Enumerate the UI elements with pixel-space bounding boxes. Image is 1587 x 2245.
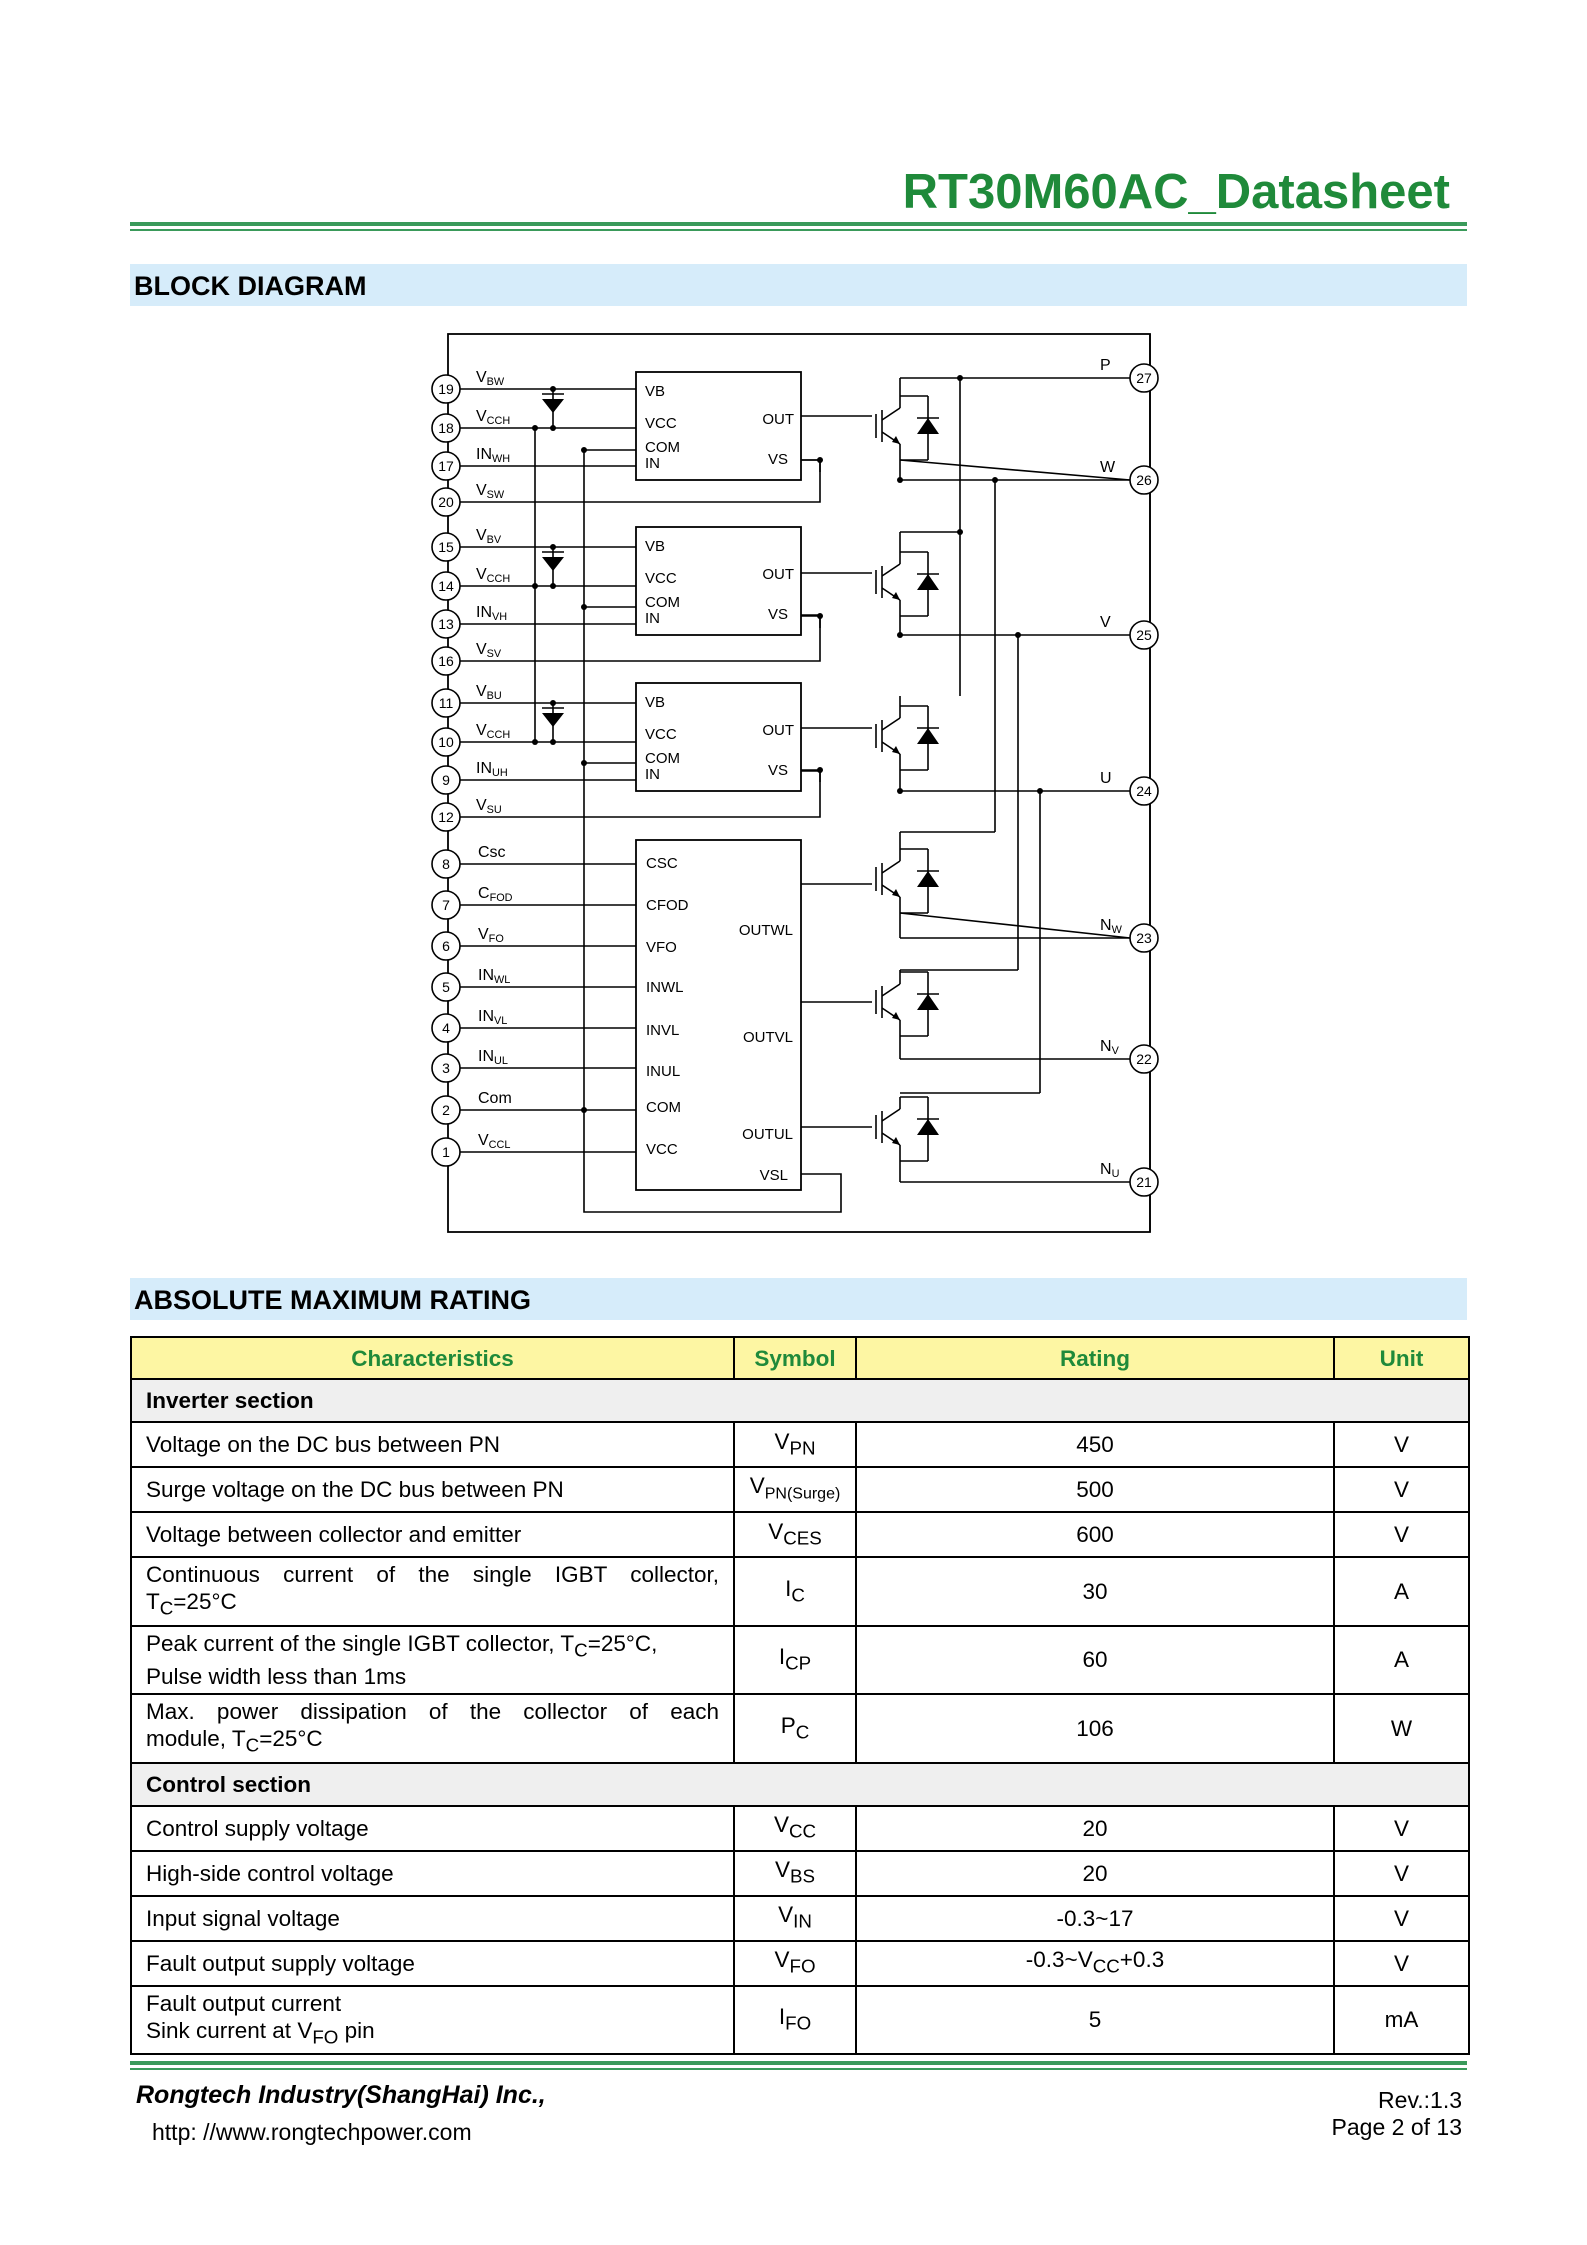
pin-number: 27: [1136, 370, 1152, 386]
lvic-label-outvl: OUTVL: [742, 1029, 793, 1046]
lvic-label: CFOD: [646, 897, 689, 914]
symbol-cell: $V_{IN}$: [734, 1896, 856, 1941]
symbol-cell: $V_{PN(Surge)}$: [734, 1467, 856, 1512]
diode-symbol: [917, 994, 939, 1010]
lvic-label: INUL: [646, 1063, 681, 1080]
diode-symbol: [917, 728, 939, 744]
unit-cell: V: [1334, 1422, 1469, 1467]
pin-number: 21: [1136, 1174, 1152, 1190]
symbol-cell: $I_{FO}$: [734, 1986, 856, 2055]
pin-label: VSV: [476, 641, 502, 660]
pin-label: INVH: [476, 604, 508, 623]
table-row: [131, 1557, 1469, 1626]
junction-dot: [897, 477, 903, 483]
lvic-label: COM: [646, 1099, 681, 1116]
char-cell: Fault output supply voltage: [131, 1941, 734, 1986]
junction-dot: [957, 529, 963, 535]
unit-cell: A: [1334, 1626, 1469, 1695]
pin-label: NW: [1100, 917, 1122, 936]
pin-number: 6: [442, 938, 450, 954]
rating-cell: -0.3~17: [856, 1896, 1334, 1941]
unit-cell: W: [1334, 1694, 1469, 1763]
table-row: [131, 1422, 1469, 1467]
table-row: [131, 1941, 1469, 1986]
pin-label: VFO: [478, 926, 504, 945]
pin-number: 22: [1136, 1051, 1152, 1067]
pin-number: 4: [442, 1020, 450, 1036]
table-row: [131, 1896, 1469, 1941]
char-cell: Voltage between collector and emitter: [131, 1512, 734, 1557]
wire: [882, 1109, 900, 1121]
junction-dot: [550, 544, 556, 550]
pin-number: 18: [438, 420, 454, 436]
pin-number: 7: [442, 897, 450, 913]
junction-dot: [817, 767, 823, 773]
amr-heading-bar: [130, 1278, 1467, 1320]
char-cell: Fault output current Sink current at $V_{FO}$ pin: [131, 1986, 734, 2055]
pin-label: VSU: [476, 797, 502, 816]
pin-number: 26: [1136, 472, 1152, 488]
block-diagram: [420, 322, 1176, 1242]
unit-cell: A: [1334, 1557, 1469, 1626]
table-row: [131, 1986, 1469, 2055]
hvic-label-out: OUT: [762, 411, 794, 428]
lvic-label-outwl: OUTWL: [738, 922, 793, 939]
wire: [900, 913, 1130, 938]
module-outline: [448, 334, 1150, 1232]
symbol-cell: $I_{CP}$: [734, 1626, 856, 1695]
symbol-cell: $V_{CES}$: [734, 1512, 856, 1557]
pin-number: 11: [438, 695, 454, 711]
pin-number: 9: [442, 772, 450, 788]
hvic-label-in: IN: [645, 455, 660, 472]
pin-label: CFOD: [478, 885, 513, 904]
junction-dot: [532, 739, 538, 745]
wire: [882, 408, 900, 420]
junction-dot: [550, 700, 556, 706]
lvic-label: VFO: [646, 939, 677, 956]
hvic-label-vb: VB: [645, 694, 666, 711]
rating-cell: 5: [856, 1986, 1334, 2055]
junction-dot: [897, 632, 903, 638]
pin-number: 20: [438, 494, 454, 510]
unit-cell: mA: [1334, 1986, 1469, 2055]
hvic-label-vcc: VCC: [645, 415, 677, 432]
rating-cell: 600: [856, 1512, 1334, 1557]
control-section-row: [131, 1763, 1469, 1806]
wire: [460, 771, 820, 817]
lvic-label: CSC: [646, 855, 678, 872]
pin-number: 19: [438, 381, 454, 397]
table-row: [131, 1467, 1469, 1512]
wire: [882, 861, 900, 873]
pin-number: 23: [1136, 930, 1152, 946]
wire: [460, 615, 820, 661]
unit-cell: V: [1334, 1941, 1469, 1986]
col-characteristics: Characteristics: [131, 1337, 734, 1379]
hvic-label-com: COM: [645, 594, 680, 611]
diode-symbol: [542, 713, 564, 727]
rating-cell: 450: [856, 1422, 1334, 1467]
lvic-label: INWL: [646, 979, 684, 996]
pin-number: 1: [442, 1144, 450, 1160]
block-diagram-heading: BLOCK DIAGRAM: [134, 271, 367, 301]
unit-cell: V: [1334, 1806, 1469, 1851]
junction-dot: [817, 457, 823, 463]
hvic-label-vcc: VCC: [645, 570, 677, 587]
junction-dot: [550, 425, 556, 431]
inverter-section-label: Inverter section: [131, 1379, 1469, 1422]
junction-dot: [817, 613, 823, 619]
pin-label: VCCL: [478, 1132, 511, 1151]
pin-number: 5: [442, 979, 450, 995]
page-number: Page 2 of 13: [1331, 2114, 1462, 2140]
hvic-label-vb: VB: [645, 538, 666, 555]
inverter-section-row: [131, 1379, 1469, 1422]
hvic-label-com: COM: [645, 750, 680, 767]
lvic-label-vsl: VSL: [759, 1167, 788, 1184]
hvic-label-vb: VB: [645, 383, 666, 400]
pin-number: 25: [1136, 627, 1152, 643]
pin-label: INVL: [478, 1008, 508, 1027]
junction-dot: [532, 425, 538, 431]
rating-cell: 20: [856, 1806, 1334, 1851]
table-row: [131, 1512, 1469, 1557]
char-cell: Input signal voltage: [131, 1896, 734, 1941]
document-title: RT30M60AC_Datasheet: [902, 165, 1450, 219]
pin-label: INUH: [476, 760, 508, 779]
rating-cell: 30: [856, 1557, 1334, 1626]
pin-label: VCCH: [476, 408, 511, 427]
symbol-cell: $I_C$: [734, 1557, 856, 1626]
symbol-cell: $V_{CC}$: [734, 1806, 856, 1851]
hvic-label-vs: VS: [767, 451, 788, 468]
wire: [882, 718, 900, 730]
lvic-label: INVL: [646, 1022, 680, 1039]
pin-label: NU: [1100, 1161, 1120, 1180]
unit-cell: V: [1334, 1896, 1469, 1941]
rating-cell: $-0.3\sim V_{CC}+0.3$: [856, 1941, 1334, 1986]
pin-number: 24: [1136, 783, 1152, 799]
pin-label: VBU: [476, 683, 502, 702]
pin-label: U: [1100, 770, 1112, 787]
col-rating: Rating: [856, 1337, 1334, 1379]
absolute-maximum-rating-table: [130, 1336, 1470, 2055]
junction-dot: [992, 477, 998, 483]
symbol-cell: $V_{FO}$: [734, 1941, 856, 1986]
pin-label: INUL: [478, 1048, 508, 1067]
diode-symbol: [917, 871, 939, 887]
pin-label: VBV: [476, 527, 502, 546]
char-cell: Control supply voltage: [131, 1806, 734, 1851]
lvic-label: VCC: [646, 1141, 678, 1158]
hvic-label-vs: VS: [767, 606, 788, 623]
diode-symbol: [542, 399, 564, 413]
char-cell: Continuous current of the single IGBT collector, $T_C=25^\circ C$: [131, 1557, 734, 1626]
junction-dot: [897, 788, 903, 794]
table-row: [131, 1626, 1469, 1695]
diode-symbol: [542, 557, 564, 571]
char-cell: High-side control voltage: [131, 1851, 734, 1896]
page-info: [1332, 2087, 1462, 2141]
unit-cell: V: [1334, 1467, 1469, 1512]
hvic-label-in: IN: [645, 610, 660, 627]
pin-number: 12: [438, 809, 454, 825]
table-row: [131, 1806, 1469, 1851]
footer-rule-bottom: [130, 2068, 1467, 2070]
hvic-label-vcc: VCC: [645, 726, 677, 743]
pin-label: V: [1100, 614, 1111, 631]
amr-heading: ABSOLUTE MAXIMUM RATING: [134, 1285, 531, 1315]
pin-label: Csc: [478, 844, 506, 861]
hvic-label-out: OUT: [762, 722, 794, 739]
pin-number: 10: [438, 734, 454, 750]
unit-cell: V: [1334, 1512, 1469, 1557]
pin-label: VSW: [476, 482, 505, 501]
lvic-label-outul: OUTUL: [742, 1126, 793, 1143]
junction-dot: [581, 447, 587, 453]
company-url: http: //www.rongtechpower.com: [152, 2119, 472, 2145]
company-name: Rongtech Industry(ShangHai) Inc.,: [136, 2081, 546, 2109]
pin-label: VBW: [476, 369, 505, 388]
diode-symbol: [917, 418, 939, 434]
junction-dot: [550, 386, 556, 392]
junction-dot: [532, 583, 538, 589]
pin-number: 13: [438, 616, 454, 632]
rating-cell: 500: [856, 1467, 1334, 1512]
pin-label: VCCH: [476, 566, 511, 585]
pin-label: P: [1100, 357, 1111, 374]
junction-dot: [581, 760, 587, 766]
hvic-label-in: IN: [645, 766, 660, 783]
pin-number: 15: [438, 539, 454, 555]
header-rule-bottom: [130, 229, 1467, 231]
header-rule-top: [130, 222, 1467, 226]
pin-number: 3: [442, 1060, 450, 1076]
control-section-label: Control section: [131, 1763, 1469, 1806]
char-cell: Surge voltage on the DC bus between PN: [131, 1467, 734, 1512]
col-unit: Unit: [1334, 1337, 1469, 1379]
junction-dot: [1037, 788, 1043, 794]
block-diagram-heading-bar: [130, 264, 1467, 306]
revision: Rev.:1.3: [1378, 2087, 1462, 2113]
pin-number: 8: [442, 856, 450, 872]
table-row: [131, 1851, 1469, 1896]
pin-number: 16: [438, 653, 454, 669]
junction-dot: [957, 375, 963, 381]
hvic-label-com: COM: [645, 439, 680, 456]
junction-dot: [581, 604, 587, 610]
char-cell: Voltage on the DC bus between PN: [131, 1422, 734, 1467]
pin-number: 17: [438, 458, 454, 474]
symbol-cell: $P_C$: [734, 1694, 856, 1763]
junction-dot: [550, 583, 556, 589]
pin-label: W: [1100, 459, 1116, 476]
symbol-cell: $V_{BS}$: [734, 1851, 856, 1896]
table-header-row: [131, 1337, 1469, 1379]
pin-label: Com: [478, 1090, 512, 1107]
rating-cell: 20: [856, 1851, 1334, 1896]
rating-cell: 60: [856, 1626, 1334, 1695]
wire: [882, 564, 900, 576]
char-cell: Peak current of the single IGBT collector, $T_C=25^\circ C$, Pulse width less than 1ms: [131, 1626, 734, 1695]
pin-label: INWH: [476, 446, 511, 465]
pin-label: VCCH: [476, 722, 511, 741]
junction-dot: [1015, 632, 1021, 638]
table-row: [131, 1694, 1469, 1763]
hvic-label-out: OUT: [762, 566, 794, 583]
diode-symbol: [917, 1119, 939, 1135]
pin-label: INWL: [478, 967, 511, 986]
footer-rule-top: [130, 2061, 1467, 2065]
hvic-label-vs: VS: [767, 762, 788, 779]
pin-number: 2: [442, 1102, 450, 1118]
pin-label: NV: [1100, 1038, 1119, 1057]
pin-number: 14: [438, 578, 454, 594]
col-symbol: Symbol: [734, 1337, 856, 1379]
char-cell: Max. power dissipation of the collector of each module, $T_C=25^\circ C$: [131, 1694, 734, 1763]
rating-cell: 106: [856, 1694, 1334, 1763]
wire: [900, 460, 1130, 480]
junction-dot: [550, 739, 556, 745]
unit-cell: V: [1334, 1851, 1469, 1896]
junction-dot: [581, 1107, 587, 1113]
wire: [882, 984, 900, 996]
symbol-cell: $V_{PN}$: [734, 1422, 856, 1467]
diode-symbol: [917, 574, 939, 590]
